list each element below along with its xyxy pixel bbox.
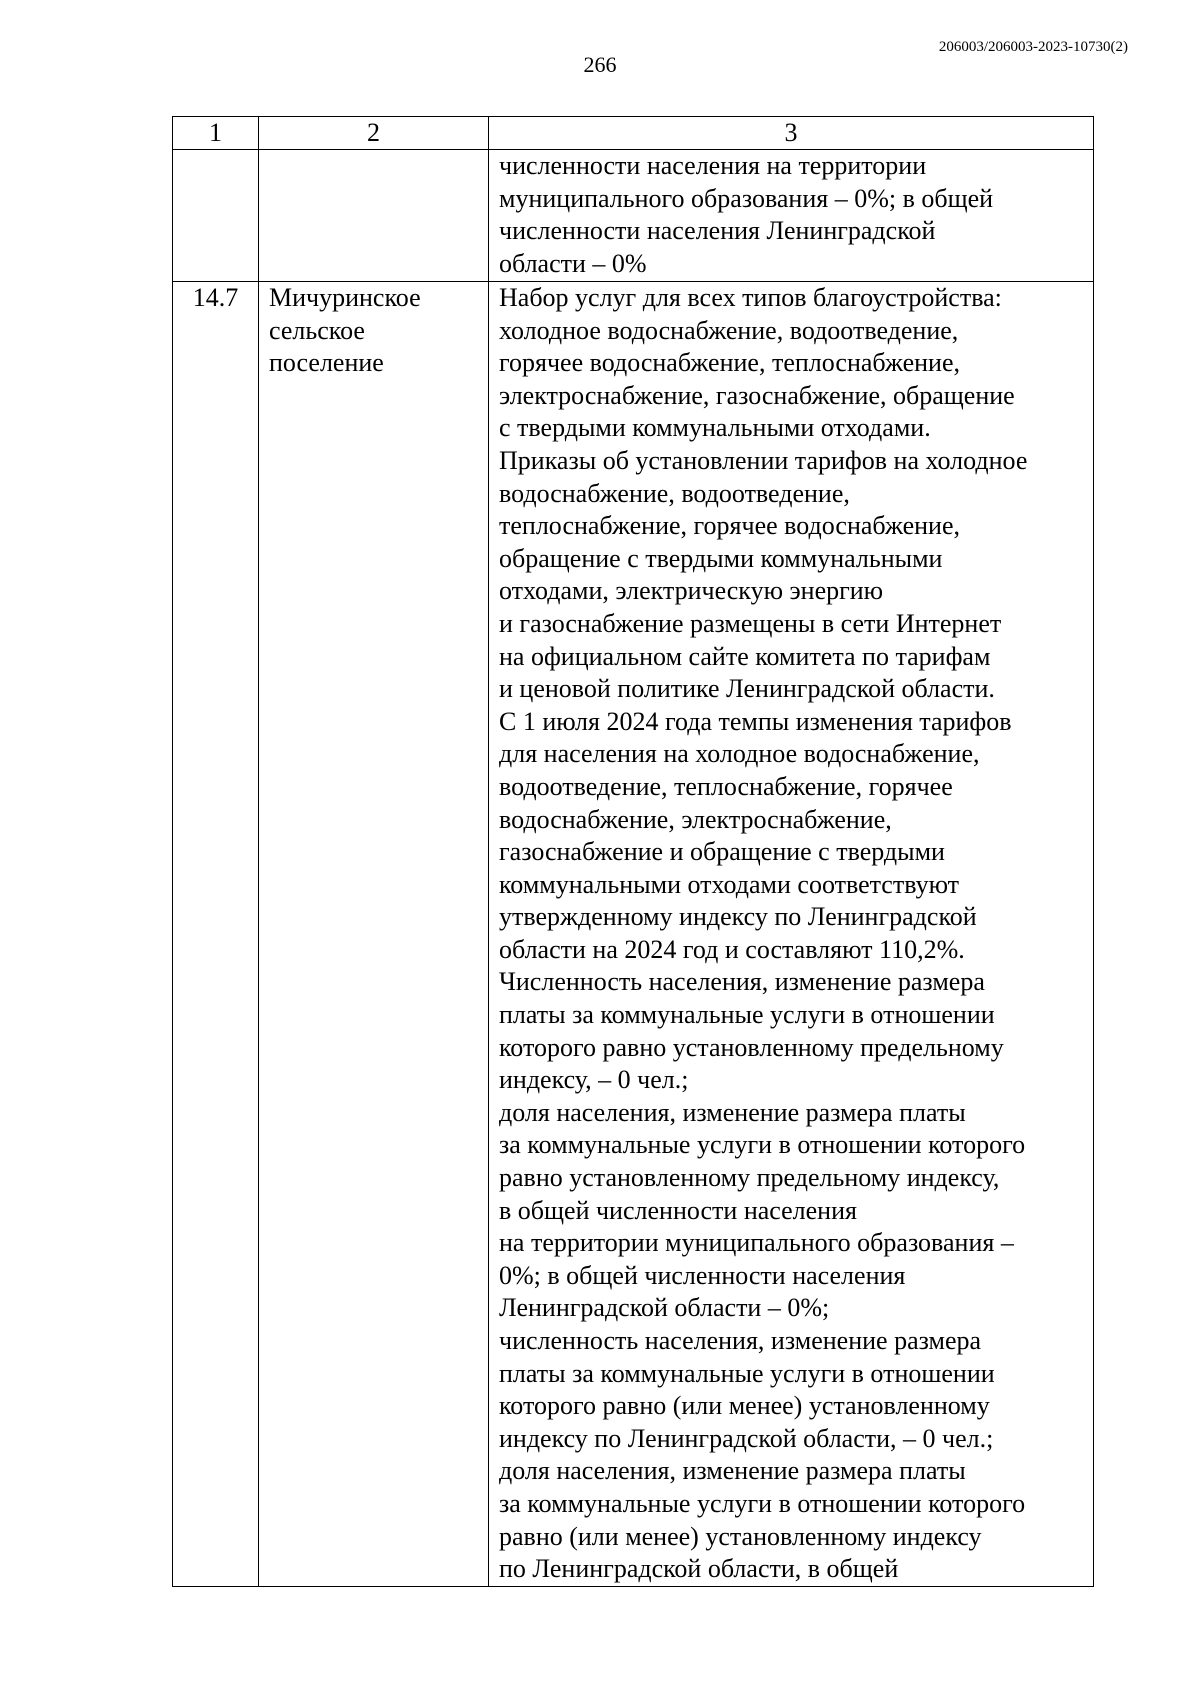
text-line: газоснабжение и обращение с твердыми	[499, 837, 945, 867]
text-line: отходами, электрическую энергию	[499, 576, 884, 606]
row-text-cell	[489, 282, 1094, 1587]
text-line: поселение	[269, 348, 384, 378]
text-line: по Ленинградской области, в общей	[499, 1554, 899, 1584]
text-line: численность населения, изменение размера	[499, 1326, 982, 1355]
column-header-2: 2	[259, 117, 489, 150]
data-table	[172, 116, 1094, 1587]
text-line: теплоснабжение, горячее водоснабжение,	[499, 511, 961, 541]
text-line: равно (или менее) установленному индексу	[499, 1521, 982, 1551]
row-number-cell: 14.7	[173, 282, 259, 1587]
text-line: индексу, – 0 чел.;	[499, 1065, 689, 1095]
row-name-cell	[259, 282, 489, 1587]
text-line: численности населения на территории	[499, 151, 927, 180]
text-line: водоснабжение, водоотведение,	[499, 478, 850, 508]
text-line: которого равно (или менее) установленному	[499, 1391, 990, 1421]
text-line: доля населения, изменение размера платы	[499, 1097, 966, 1127]
document-id: 206003/206003-2023-10730(2)	[938, 39, 1128, 55]
text-line: с твердыми коммунальными отходами.	[499, 413, 931, 443]
text-line: и ценовой политике Ленинградской области.	[499, 674, 995, 704]
text-line: и газоснабжение размещены в сети Интернет	[499, 608, 1002, 638]
row-name-cell	[259, 150, 489, 282]
text-line: муниципального образования – 0%; в общей	[499, 183, 994, 213]
text-line: за коммунальные услуги в отношении которого	[499, 1488, 1026, 1518]
text-line: холодное водоснабжение, водоотведение,	[499, 315, 959, 345]
text-line: области – 0%	[499, 248, 647, 278]
text-line: платы за коммунальные услуги в отношении	[499, 1358, 995, 1388]
text-line: доля населения, изменение размера платы	[499, 1456, 966, 1486]
text-line: Приказы об установлении тарифов на холодное	[499, 445, 1028, 475]
text-line: обращение с твердыми коммунальными	[499, 543, 943, 573]
text-line: С 1 июля 2024 года темпы изменения тарифов	[499, 706, 1012, 736]
text-line: индексу по Ленинградской области, – 0 чел.;	[499, 1423, 994, 1453]
page-number: 266	[583, 52, 617, 77]
text-line: для населения на холодное водоснабжение,	[499, 739, 980, 769]
text-line: электроснабжение, газоснабжение, обращение	[499, 380, 1015, 410]
text-line: водоснабжение, электроснабжение,	[499, 804, 892, 834]
text-line: 0%; в общей численности населения	[499, 1260, 906, 1290]
row-number-cell	[173, 150, 259, 282]
row-text-cell	[489, 150, 1094, 282]
column-header-3: 3	[489, 117, 1094, 150]
text-line: горячее водоснабжение, теплоснабжение,	[499, 348, 961, 378]
text-line: в общей численности населения	[499, 1195, 857, 1225]
text-line: Ленинградской области – 0%;	[499, 1293, 830, 1323]
text-line: водоотведение, теплоснабжение, горячее	[499, 771, 953, 801]
text-line: утвержденному индексу по Ленинградской	[499, 902, 977, 932]
text-line: области на 2024 год и составляют 110,2%.	[499, 934, 965, 964]
text-line: Набор услуг для всех типов благоустройства:	[499, 283, 1002, 312]
text-line: платы за коммунальные услуги в отношении	[499, 1000, 995, 1030]
column-header-1: 1	[173, 117, 259, 150]
table-header-row	[173, 117, 1094, 150]
text-line: которого равно установленному предельному	[499, 1032, 1004, 1062]
text-line: на территории муниципального образования –	[499, 1228, 1014, 1258]
text-line: численности населения Ленинградской	[499, 216, 936, 246]
table-row	[173, 150, 1094, 282]
text-line: за коммунальные услуги в отношении которого	[499, 1130, 1026, 1160]
text-line: Мичуринское	[269, 283, 421, 312]
text-line: сельское	[269, 315, 365, 345]
text-line: на официальном сайте комитета по тарифам	[499, 641, 991, 671]
text-line: равно установленному предельному индексу,	[499, 1163, 1000, 1193]
text-line: Численность населения, изменение размера	[499, 967, 985, 997]
text-line: коммунальными отходами соответствуют	[499, 869, 960, 899]
table-row	[173, 282, 1094, 1587]
